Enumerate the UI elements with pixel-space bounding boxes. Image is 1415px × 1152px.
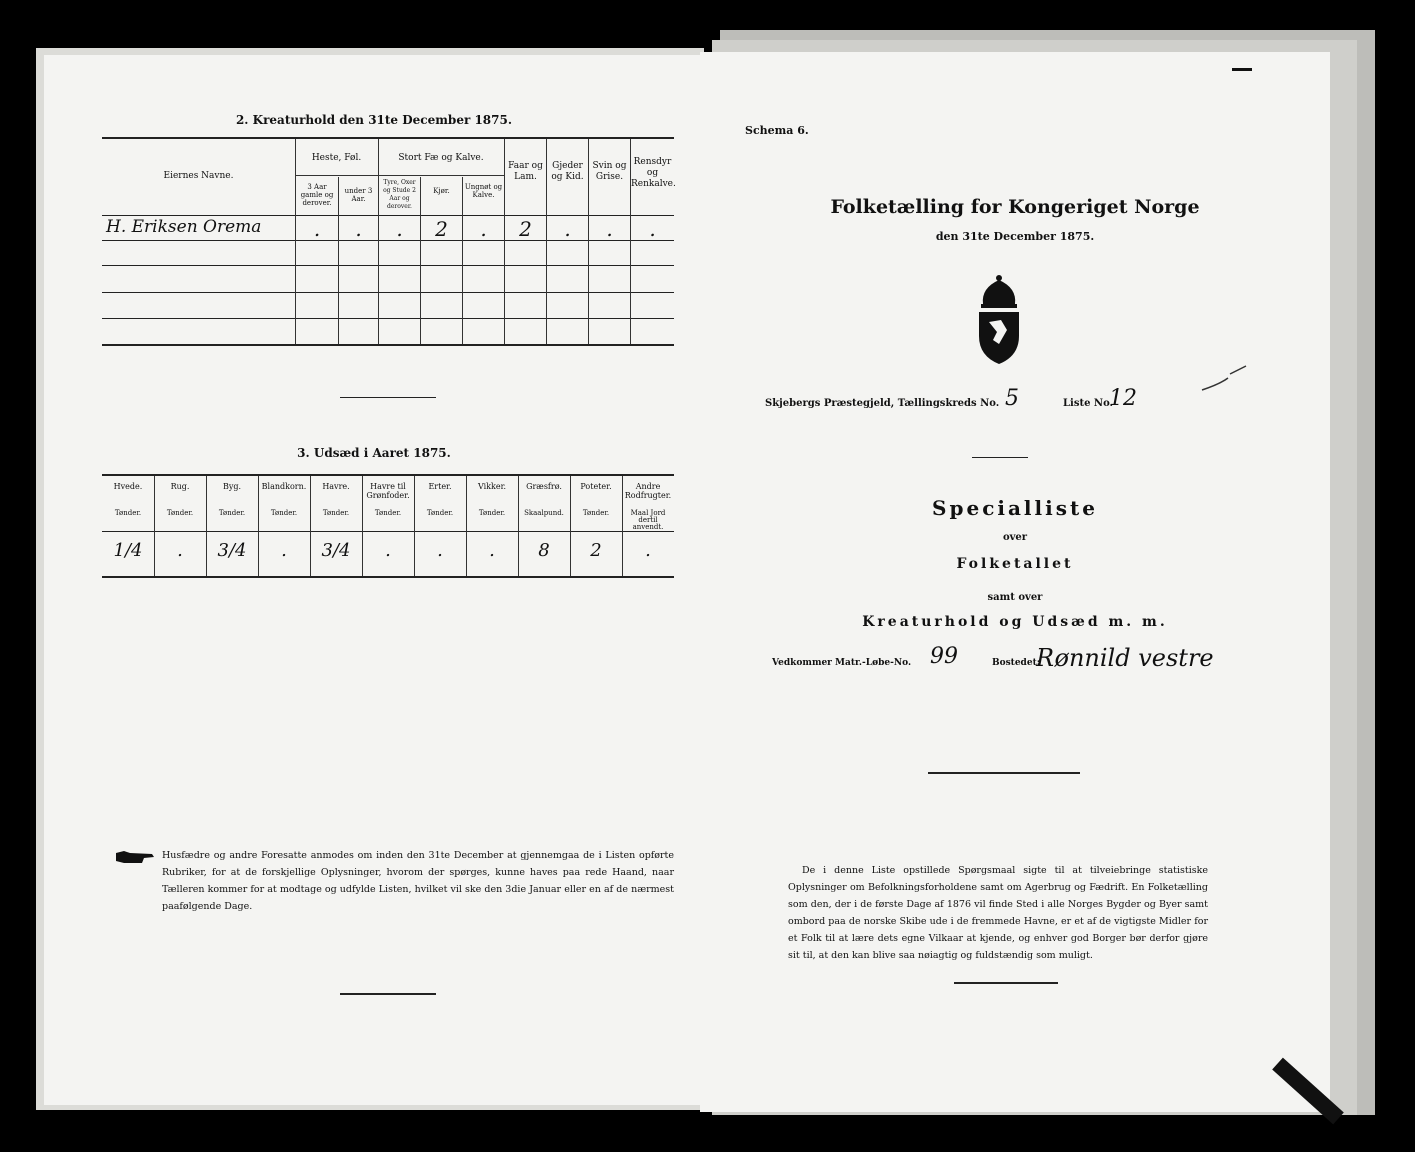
parish-label: Skjebergs Præstegjeld, Tællingskreds No. [765,398,1000,409]
seed-value: 3/4 [217,540,247,561]
cattle-b-header: Kjør. [433,187,450,195]
bottom-separator [954,982,1058,984]
seed-bottom-rule [102,576,674,578]
right-page [700,52,1330,1112]
specialliste-heading: Specialliste [932,496,1098,520]
seed-header-name: Hvede. [113,482,143,491]
seed-header-unit: Skaalpund. [524,509,564,517]
seed-value: . [385,540,391,561]
seed-value: 1/4 [113,540,143,561]
instructions-note: Husfædre og andre Foresatte anmodes om inden den 31te December at gjennemgaa de i Listen opførte Rubriker, for at de forskjellige Oplysninger, hvorom der spørges, kunne haves paa rede Haand, naar Tælleren kommer for at modtage og udfylde Listen, hvilket vil ske den 3die Januar eller en af de nærmest paafølgende Dage. [162,850,674,912]
pointing-hand-icon [114,849,156,865]
seed-value: . [177,540,183,561]
seed-value: . [437,540,443,561]
horses-b-header: under 3 Aar. [344,187,373,203]
left-page [44,55,704,1105]
separator-long [928,772,1080,774]
seed-value: . [489,540,495,561]
sheep-header: Faar og Lam. [508,161,543,182]
horses-a-header: 3 Aar gamle og derover. [300,183,334,207]
owner-header: Eiernes Navne. [163,171,234,181]
samt-over-label: samt over [987,592,1043,603]
seed-column-divider [466,476,467,576]
liste-label: Liste No. [1063,398,1114,409]
pigs-header: Svin og Grise. [592,161,627,182]
seed-value: 2 [590,540,602,561]
bottom-separator [340,993,436,995]
reindeer-header: Rensdyr og Renkalve. [631,157,676,189]
folketallet-heading: Folketallet [956,556,1074,572]
livestock-value: 2 [435,217,448,241]
cattle-a-header: Tyre, Oxer og Stude 2 Aar og derover. [383,179,416,210]
horses-header: Heste, Føl. [311,153,362,163]
tellingskreds-number: 5 [1005,386,1019,411]
seed-header-unit: Tønder. [270,509,298,517]
seed-column-divider [414,476,415,576]
seed-header-unit: Tønder. [218,509,246,517]
seed-header-unit: Tønder. [114,509,142,517]
bostedet-value: Rønnild vestre [1036,644,1214,672]
schema-label: Schema 6. [745,124,809,137]
cattle-c-header: Ungnøt og Kalve. [464,183,503,199]
seed-header-unit: Tønder. [166,509,194,517]
purpose-paragraph: De i denne Liste opstillede Spørgsmaal sigte til at tilveiebringe statistiske Oplysninger om Befolkningsforholdene samt om Agerbrug og Fædrift. En Folketælling som den, der i de første Dage af 1876 vil finde Sted i alle Norges Bygder og Byer samt ombord paa de norske Skibe ude i de fremmede Havne, er et af de vigtigste Midler for et Folk til at lære dets egne Vilkaar at kjende, og enhver god Borger bør derfor gjøre sit til, at den kan blive saa nøiagtig og fuldstændig som muligt. [788,865,1208,961]
coat-of-arms-icon [971,274,1027,366]
edge-mark [1232,68,1252,71]
cattle-header: Stort Fæ og Kalve. [398,153,484,163]
table-bottom-rule [102,344,674,346]
seed-header-name: Rug. [170,482,190,491]
seed-header-name: Andre Rodfrugter. [624,482,672,500]
matr-number: 99 [930,644,958,669]
seed-header-unit: Tønder. [322,509,350,517]
seed-column-divider [154,476,155,576]
seed-header-name: Byg. [222,482,242,491]
seed-header-name: Havre. [322,482,350,491]
separator [340,397,436,398]
livestock-value: . [355,217,362,241]
livestock-value: . [564,217,571,241]
seed-header-unit: Tønder. [426,509,454,517]
seed-column-divider [570,476,571,576]
seed-header-name: Vikker. [477,482,507,491]
livestock-value: . [396,217,403,241]
pen-scribble [1200,364,1250,394]
seed-value: . [281,540,287,561]
seed-header-unit: Tønder. [582,509,610,517]
seed-column-divider [518,476,519,576]
section3-title: 3. Udsæd i Aaret 1875. [297,446,451,460]
seed-header-name: Havre til Grønfoder. [366,482,410,500]
seed-header-unit: Tønder. [478,509,506,517]
goats-header: Gjeder og Kid. [551,161,584,182]
seed-value: 3/4 [321,540,351,561]
matr-label: Vedkommer Matr.-Løbe-No. [772,658,912,668]
owner-name: H. Eriksen Orema [106,217,262,237]
census-title: Folketælling for Kongeriget Norge [830,196,1200,218]
livestock-value: . [480,217,487,241]
seed-header-name: Græsfrø. [526,482,562,491]
census-date: den 31te December 1875. [935,230,1095,243]
livestock-value: 2 [519,217,532,241]
livestock-value: . [649,217,656,241]
seed-header-name: Blandkorn. [261,482,307,491]
seed-value: 8 [538,540,550,561]
livestock-value: . [313,217,321,241]
seed-value: . [645,540,651,561]
seed-header-unit: Maal Jord dertil anvendt. [630,509,666,531]
seed-header-unit: Tønder. [374,509,402,517]
seed-header-name: Erter. [428,482,452,491]
seed-header-name: Poteter. [580,482,612,491]
kreaturhold-heading: Kreaturhold og Udsæd m. m. [862,614,1168,630]
seed-table [102,476,674,576]
seed-column-divider [258,476,259,576]
seed-column-divider [310,476,311,576]
bostedet-label: Bostedet: [992,658,1041,668]
separator [972,457,1028,458]
livestock-value: . [606,217,613,241]
section2-title: 2. Kreaturhold den 31te December 1875. [235,113,513,127]
over-label: over [1002,532,1028,543]
liste-number: 12 [1109,386,1137,411]
seed-column-divider [206,476,207,576]
livestock-table [102,139,674,344]
